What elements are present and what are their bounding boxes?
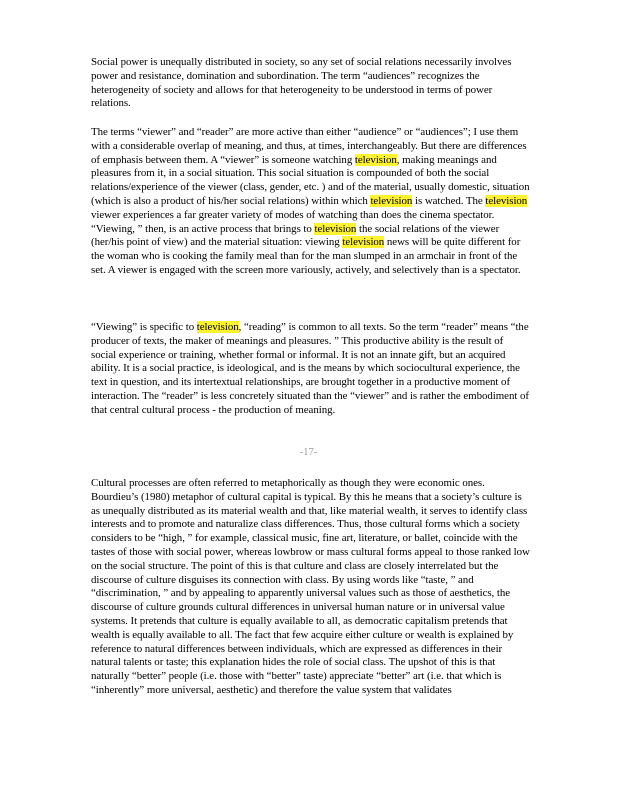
paragraph-viewer-reader: [91, 126, 531, 278]
search-highlight: television: [342, 236, 385, 249]
text-run: the social relations of the viewer (her/his point of view) and the material situation: viewing: [91, 222, 500, 249]
text-run: , making meanings and pleasures from it, in a social situation. This social situation is compounded of both the social relations/experience of the viewer (class, gender, etc. ) and of the material, usually domestic, situation (which is also a product of his/her social relations) within which: [91, 153, 530, 207]
page-number: -17-: [299, 447, 318, 458]
search-highlight: television: [196, 321, 239, 333]
search-highlight: television: [485, 194, 528, 207]
search-highlight: television: [354, 153, 397, 166]
text-run: , “reading” is common to all texts. So the term “reader” means “the producer of texts, the maker of meanings and pleasures. ” This productive ability is the result of social experience or training, whether formal or informal. It is not an innate gift, but an acquired ability. It is a social practice, is ideological, and is the means by which sociocultural experience, the text in question, and its intertextual relationships, are brought together in a productive moment of interaction. The “reader” is less concretely situated than the “viewer” and is rather the embodiment of that central cultural process - the production of meaning.: [91, 321, 529, 416]
search-highlight: television: [314, 222, 357, 235]
text-run: is watched. The: [412, 194, 486, 207]
text-run: news will be quite different for the woman who is cooking the family meal than for the man slumped in an armchair in front of the set. A viewer is engaged with the screen more variously, actively, and selectively than is a spectator.: [91, 236, 521, 276]
paragraph-social-power: Social power is unequally distributed in society, so any set of social relations necessarily involves power and resistance, domination and subordination. The term “audiences” recognizes the heterogeneity of society and allows for that heterogeneity to be understood in terms of power relations.: [91, 56, 512, 110]
paragraph-viewing-reading: [91, 321, 531, 418]
text-run: “Viewing” is specific to: [91, 321, 197, 333]
text-run: The terms “viewer” and “reader” are more active than either “audience” or “audiences”; I use them with a considerable overlap of meaning, and thus, at times, interchangeably. But there are differences of emphasis between them. A “viewer” is someone watching: [91, 126, 527, 166]
search-highlight: television: [370, 194, 413, 207]
paragraph-cultural-processes: Cultural processes are often referred to metaphorically as though they were economic ones. Bourdieu’s (1980) metaphor of cultural capital is typical. By this he means that a society’s culture is as unequally distributed as its material wealth and that, like material wealth, it serves to identify class interests and to promote and naturalize class differences. Thus, those cultural forms which a society considers to be “high, ” for example, classical music, fine art, literature, or ballet, coincide with the tastes of those with social power, whereas lowbrow or mass cultural forms appeal to those ranked low on the social structure. The point of this is that culture and class are closely interrelated but the discourse of culture disguises its connection with class. By using words like “taste, ” and “discrimination, ” and by appealing to apparently universal values such as those of aesthetics, the discourse of culture grounds cultural differences in universal human nature or in universal value systems. It pretends that culture is equally available to all, as democratic capitalism pretends that wealth is equally available to all. The fact that few acquire either culture or wealth is explained by reference to natural differences between individuals, which are expressed as differences in their natural talents or taste; this explanation hides the role of social class. The upshot of this is that naturally “better” people (i.e. those with “better” taste) appreciate “better” art (i.e. that which is “inherently” more universal, aesthetic) and therefore the value system that validates: [91, 477, 530, 696]
text-run: viewer experiences a far greater variety of modes of watching than does the cinema spectator. “Viewing, ” then, is an active process that brings to: [91, 208, 495, 235]
